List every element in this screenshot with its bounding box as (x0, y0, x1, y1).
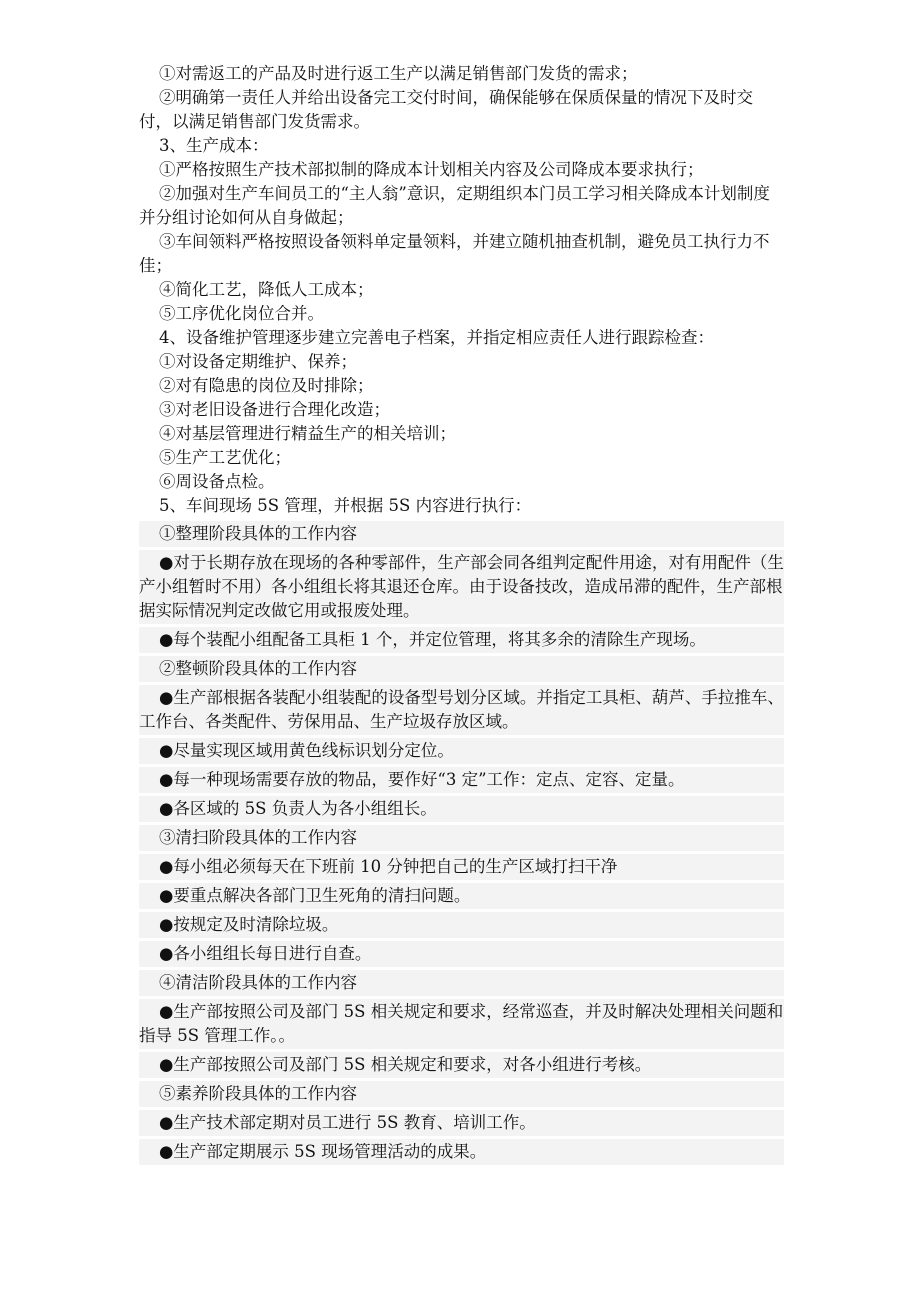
list-item (139, 1139, 784, 1165)
bullet-text: ●每小组必须每天在下班前 10 分钟把自己的生产区域打扫干净 (159, 857, 618, 876)
list-item (139, 1052, 784, 1078)
paragraph-maintenance-5: ⑤生产工艺优化； (159, 448, 291, 467)
paragraph-rework: ①对需返工的产品及时进行返工生产以满足销售部门发货的需求； (159, 64, 638, 83)
paragraph-responsible-person: ②明确第一责任人并给出设备完工交付时间，确保能够在保质保量的情况下及时交付，以满足销售部门发货需求。 (139, 88, 753, 131)
section-set-in-order-heading (139, 656, 784, 682)
section-title: ①整理阶段具体的工作内容 (159, 524, 357, 543)
list-item (139, 627, 784, 653)
bullet-text: ●每个装配小组配备工具柜 1 个，并定位管理，将其多余的清除生产现场。 (159, 630, 706, 649)
document-body (139, 62, 784, 1168)
paragraph-maintenance-1: ①对设备定期维护、保养； (159, 352, 357, 371)
bullet-text: ●各小组组长每日进行自查。 (159, 944, 372, 963)
section-title: ④清洁阶段具体的工作内容 (159, 973, 357, 992)
bullet-text: ●按规定及时清除垃圾。 (159, 915, 339, 934)
list-item (139, 685, 784, 735)
paragraph-maintenance-3: ③对老旧设备进行合理化改造； (159, 400, 390, 419)
section-title: ⑤素养阶段具体的工作内容 (159, 1084, 357, 1103)
heading-equipment-maintenance: 4、设备维护管理逐步建立完善电子档案，并指定相应责任人进行跟踪检查： (159, 328, 714, 347)
list-item (139, 883, 784, 909)
section-sort-heading (139, 521, 784, 547)
bullet-text: ●要重点解决各部门卫生死角的清扫问题。 (159, 886, 471, 905)
list-item (139, 912, 784, 938)
paragraph-simplify-process: ④简化工艺，降低人工成本； (159, 280, 374, 299)
list-item (139, 941, 784, 967)
list-item (139, 550, 784, 624)
bullet-text: ●尽量实现区域用黄色线标识划分定位。 (159, 741, 454, 760)
section-title: ②整顿阶段具体的工作内容 (159, 659, 357, 678)
paragraph-process-optimization: ⑤工序优化岗位合并。 (159, 304, 324, 323)
paragraph-maintenance-4: ④对基层管理进行精益生产的相关培训； (159, 424, 456, 443)
bullet-text: ●生产部根据各装配小组装配的设备型号划分区域。并指定工具柜、葫芦、手拉推车、工作台、各类配件、劳保用品、生产垃圾存放区域。 (139, 688, 784, 731)
list-item (139, 854, 784, 880)
bullet-text: ●生产技术部定期对员工进行 5S 教育、培训工作。 (159, 1113, 536, 1132)
paragraph-ownership: ②加强对生产车间员工的“主人翁”意识，定期组织本门员工学习相关降成本计划制度并分组讨论如何从自身做起； (139, 184, 770, 227)
paragraph-maintenance-6: ⑥周设备点检。 (159, 472, 275, 491)
bullet-text: ●生产部按照公司及部门 5S 相关规定和要求，经常巡查，并及时解决处理相关问题和指导 5S 管理工作。。 (139, 1002, 784, 1045)
list-item (139, 796, 784, 822)
list-item (139, 767, 784, 793)
section-shine-heading (139, 825, 784, 851)
list-item (139, 1110, 784, 1136)
section-standardize-heading (139, 970, 784, 996)
heading-5s-management: 5、车间现场 5S 管理，并根据 5S 内容进行执行： (159, 496, 532, 515)
paragraph-maintenance-2: ②对有隐患的岗位及时排除； (159, 376, 374, 395)
bullet-text: ●各区域的 5S 负责人为各小组组长。 (159, 799, 437, 818)
bullet-text: ●每一种现场需要存放的物品，要作好“3 定”工作：定点、定容、定量。 (159, 770, 685, 789)
heading-production-cost: 3、生产成本： (159, 136, 269, 155)
list-item (139, 738, 784, 764)
bullet-text: ●生产部定期展示 5S 现场管理活动的成果。 (159, 1142, 487, 1161)
list-item (139, 999, 784, 1049)
bullet-text: ●对于长期存放在现场的各种零部件，生产部会同各组判定配件用途，对有用配件（生产小组暂时不用）各小组组长将其退还仓库。由于设备技改，造成吊滞的配件，生产部根据实际情况判定改做它用或报废处理。 (139, 553, 784, 620)
paragraph-material-requisition: ③车间领料严格按照设备领料单定量领料，并建立随机抽查机制，避免员工执行力不佳； (139, 232, 770, 275)
bullet-text: ●生产部按照公司及部门 5S 相关规定和要求，对各小组进行考核。 (159, 1055, 652, 1074)
paragraph-cost-plan: ①严格按照生产技术部拟制的降成本计划相关内容及公司降成本要求执行； (159, 160, 704, 179)
section-sustain-heading (139, 1081, 784, 1107)
section-title: ③清扫阶段具体的工作内容 (159, 828, 357, 847)
